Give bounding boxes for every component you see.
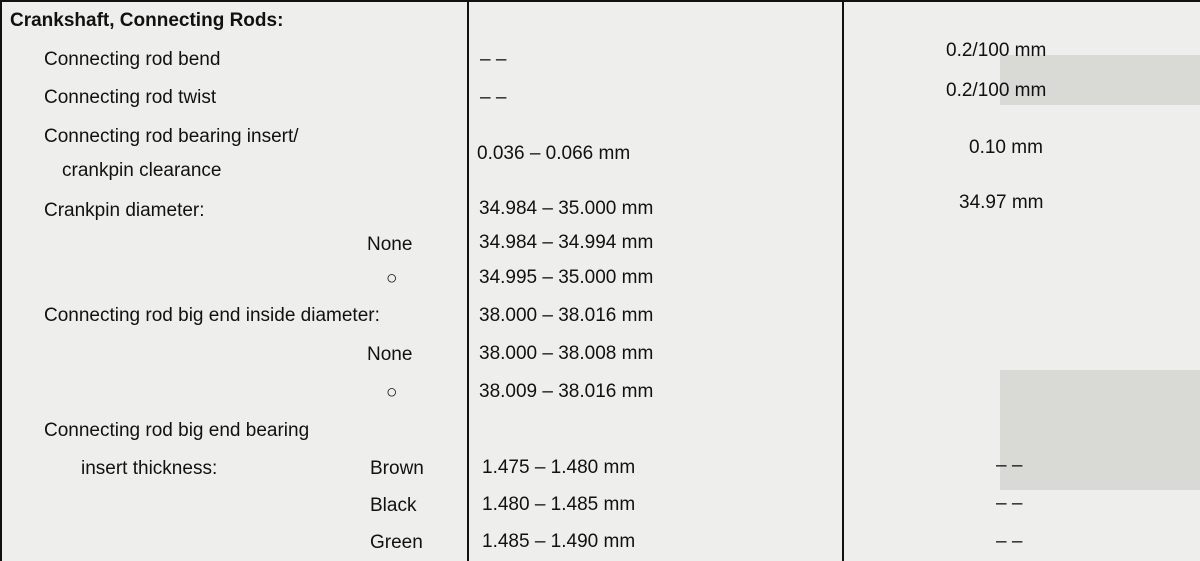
crankpin-diameter-standard: 34.984 – 35.000 mm <box>479 198 654 219</box>
bearing-clearance-standard: 0.036 – 0.066 mm <box>477 143 631 164</box>
crankpin-none-standard: 34.984 – 34.994 mm <box>479 232 654 253</box>
big-end-mark-circle-icon: ○ <box>386 382 398 403</box>
bearing-brown-standard: 1.475 – 1.480 mm <box>482 457 636 478</box>
bearing-black-standard: 1.480 – 1.485 mm <box>482 494 636 515</box>
bearing-mark-black: Black <box>370 495 417 516</box>
bearing-green-standard: 1.485 – 1.490 mm <box>482 531 636 552</box>
rod-twist-limit: 0.2/100 mm <box>946 80 1047 101</box>
crankpin-diameter-limit: 34.97 mm <box>959 192 1044 213</box>
table-top-rule <box>0 0 1200 2</box>
rod-bend-standard: – – <box>480 49 507 70</box>
rod-bend-label: Connecting rod bend <box>44 49 221 70</box>
crankpin-mark-circle-icon: ○ <box>386 268 398 289</box>
big-end-mark-none: None <box>367 344 413 365</box>
bearing-mark-brown: Brown <box>370 458 424 479</box>
column-divider-standard <box>467 0 469 561</box>
section-title: Crankshaft, Connecting Rods: <box>10 10 284 31</box>
bearing-brown-limit: – – <box>996 455 1023 476</box>
rod-twist-label: Connecting rod twist <box>44 87 217 108</box>
bearing-clearance-label-line1: Connecting rod bearing insert/ <box>44 126 299 147</box>
bearing-mark-green: Green <box>370 532 423 553</box>
column-divider-limit <box>842 0 844 561</box>
rod-bend-limit: 0.2/100 mm <box>946 40 1047 61</box>
big-end-circle-standard: 38.009 – 38.016 mm <box>479 381 654 402</box>
crankpin-diameter-label: Crankpin diameter: <box>44 200 205 221</box>
bearing-thickness-label-line1: Connecting rod big end bearing <box>44 420 310 441</box>
big-end-diameter-label: Connecting rod big end inside diameter: <box>44 305 380 326</box>
bearing-green-limit: – – <box>996 531 1023 552</box>
bearing-thickness-label-line2: insert thickness: <box>81 458 218 479</box>
bearing-clearance-label-line2: crankpin clearance <box>62 160 222 181</box>
crankpin-circle-standard: 34.995 – 35.000 mm <box>479 267 654 288</box>
bearing-clearance-limit: 0.10 mm <box>969 137 1043 158</box>
big-end-none-standard: 38.000 – 38.008 mm <box>479 343 654 364</box>
crankpin-mark-none: None <box>367 234 413 255</box>
bearing-black-limit: – – <box>996 493 1023 514</box>
rod-twist-standard: – – <box>480 87 507 108</box>
big-end-diameter-standard: 38.000 – 38.016 mm <box>479 305 654 326</box>
